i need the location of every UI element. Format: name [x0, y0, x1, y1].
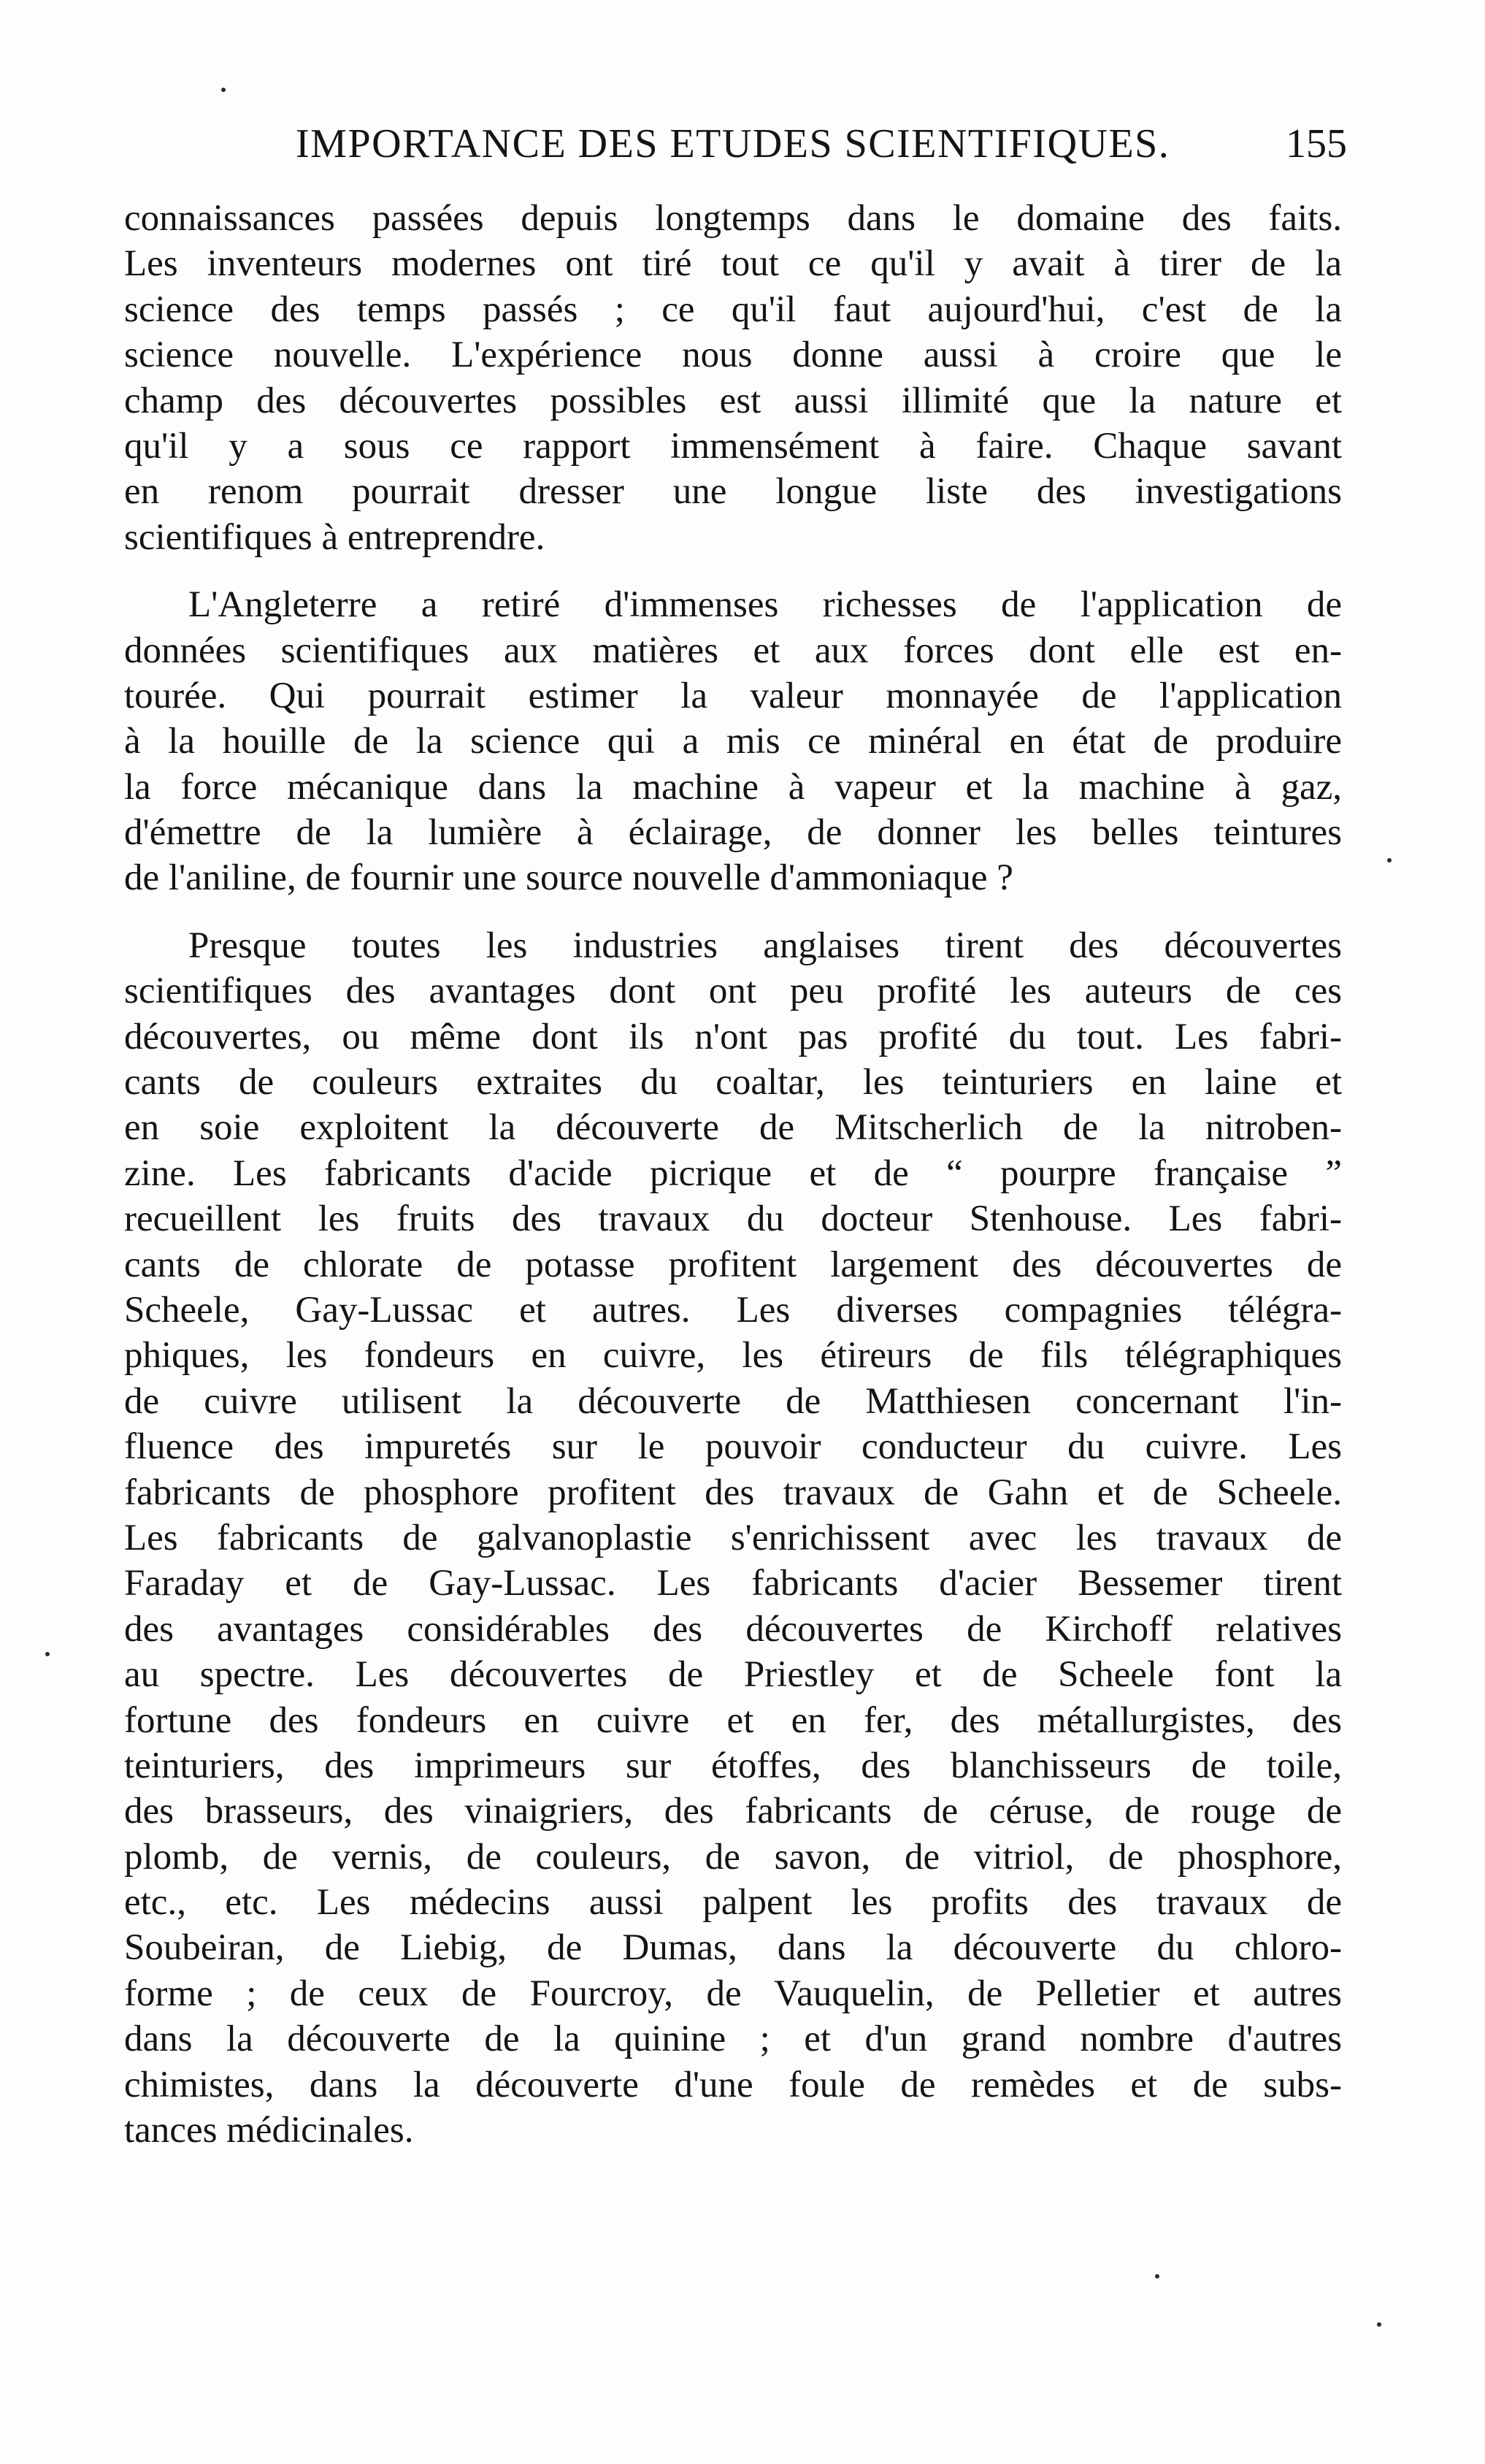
- text-line: des avantages considérables des découvertes de Kirchoff relatives: [124, 1608, 1342, 1650]
- page-number: 155: [1286, 121, 1347, 167]
- text-line: fortune des fondeurs en cuivre et en fer, des métallurgistes, des: [124, 1699, 1342, 1741]
- text-line: etc., etc. Les médecins aussi palpent les profits des travaux de: [124, 1882, 1342, 1924]
- text-line: champ des découvertes possibles est aussi illimité que la nature et: [124, 380, 1342, 421]
- text-line: scientifiques des avantages dont ont peu profité les auteurs de ces: [124, 971, 1342, 1012]
- print-speck: [221, 88, 226, 92]
- text-line: de cuivre utilisent la découverte de Matthiesen concernant l'in-: [124, 1380, 1342, 1422]
- paragraph: [124, 923, 1342, 2154]
- text-line: en soie exploitent la découverte de Mitscherlich de la nitroben-: [124, 1107, 1342, 1149]
- text-line: Scheele, Gay-Lussac et autres. Les diverses compagnies télégra-: [124, 1289, 1342, 1331]
- text-line: Les inventeurs modernes ont tiré tout ce qu'il y avait à tirer de la: [124, 243, 1342, 285]
- text-line: phiques, les fondeurs en cuivre, les étireurs de fils télégraphiques: [124, 1335, 1342, 1377]
- text-line: tances médicinales.: [124, 2110, 414, 2151]
- text-line: scientifiques à entreprendre.: [124, 516, 545, 558]
- text-line: de l'aniline, de fournir une source nouvelle d'ammoniaque ?: [124, 857, 1013, 899]
- text-line: chimistes, dans la découverte d'une foule de remèdes et de subs-: [124, 2064, 1342, 2105]
- text-line: la force mécanique dans la machine à vapeur et la machine à gaz,: [124, 766, 1342, 808]
- text-line: Les fabricants de galvanoplastie s'enrichissent avec les travaux de: [124, 1517, 1342, 1558]
- text-line: à la houille de la science qui a mis ce minéral en état de produire: [124, 721, 1342, 762]
- text-line: Soubeiran, de Liebig, de Dumas, dans la découverte du chloro-: [124, 1927, 1342, 1969]
- text-line: au spectre. Les découvertes de Priestley et de Scheele font la: [124, 1654, 1342, 1696]
- text-line: qu'il y a sous ce rapport immensément à faire. Chaque savant: [124, 425, 1342, 467]
- text-line: des brasseurs, des vinaigriers, des fabricants de céruse, de rouge de: [124, 1791, 1342, 1832]
- text-line: en renom pourrait dresser une longue liste des investigations: [124, 471, 1342, 513]
- text-line: plomb, de vernis, de couleurs, de savon, de vitriol, de phosphore,: [124, 1836, 1342, 1878]
- running-title: IMPORTANCE DES ETUDES SCIENTIFIQUES.: [296, 121, 1170, 167]
- text-line: zine. Les fabricants d'acide picrique et de “ pourpre française ”: [124, 1152, 1342, 1194]
- text-line: fluence des impuretés sur le pouvoir conducteur du cuivre. Les: [124, 1426, 1342, 1468]
- text-line: cants de couleurs extraites du coaltar, les teinturiers en laine et: [124, 1062, 1342, 1103]
- text-line: fabricants de phosphore profitent des travaux de Gahn et de Scheele.: [124, 1472, 1342, 1513]
- text-line: cants de chlorate de potasse profitent largement des découvertes de: [124, 1244, 1342, 1285]
- text-line: science des temps passés ; ce qu'il faut aujourd'hui, c'est de la: [124, 288, 1342, 330]
- print-speck: [1387, 858, 1392, 862]
- text-line: forme ; de ceux de Fourcroy, de Vauquelin, de Pelletier et autres: [124, 1973, 1342, 2014]
- print-speck: [45, 1652, 50, 1656]
- print-speck: [1155, 2274, 1159, 2279]
- body-text: [124, 196, 1342, 2175]
- print-speck: [1377, 2322, 1381, 2327]
- text-line: d'émettre de la lumière à éclairage, de donner les belles teintures: [124, 812, 1342, 854]
- text-line: teinturiers, des imprimeurs sur étoffes, des blanchisseurs de toile,: [124, 1745, 1342, 1786]
- text-line: découvertes, ou même dont ils n'ont pas profité du tout. Les fabri-: [124, 1016, 1342, 1057]
- text-line: tourée. Qui pourrait estimer la valeur monnayée de l'application: [124, 675, 1342, 716]
- paragraph: [124, 196, 1342, 560]
- paragraph: [124, 582, 1342, 901]
- text-line: données scientifiques aux matières et aux forces dont elle est en-: [124, 630, 1342, 671]
- text-line: connaissances passées depuis longtemps dans le domaine des faits.: [124, 198, 1342, 239]
- text-line: science nouvelle. L'expérience nous donne aussi à croire que le: [124, 334, 1342, 376]
- text-line: recueillent les fruits des travaux du docteur Stenhouse. Les fabri-: [124, 1198, 1342, 1240]
- text-line: dans la découverte de la quinine ; et d'un grand nombre d'autres: [124, 2019, 1342, 2060]
- text-line: Presque toutes les industries anglaises tirent des découvertes: [188, 925, 1342, 966]
- text-line: L'Angleterre a retiré d'immenses richesses de l'application de: [188, 584, 1342, 626]
- text-line: Faraday et de Gay-Lussac. Les fabricants d'acier Bessemer tirent: [124, 1563, 1342, 1604]
- page-header: [296, 120, 1347, 179]
